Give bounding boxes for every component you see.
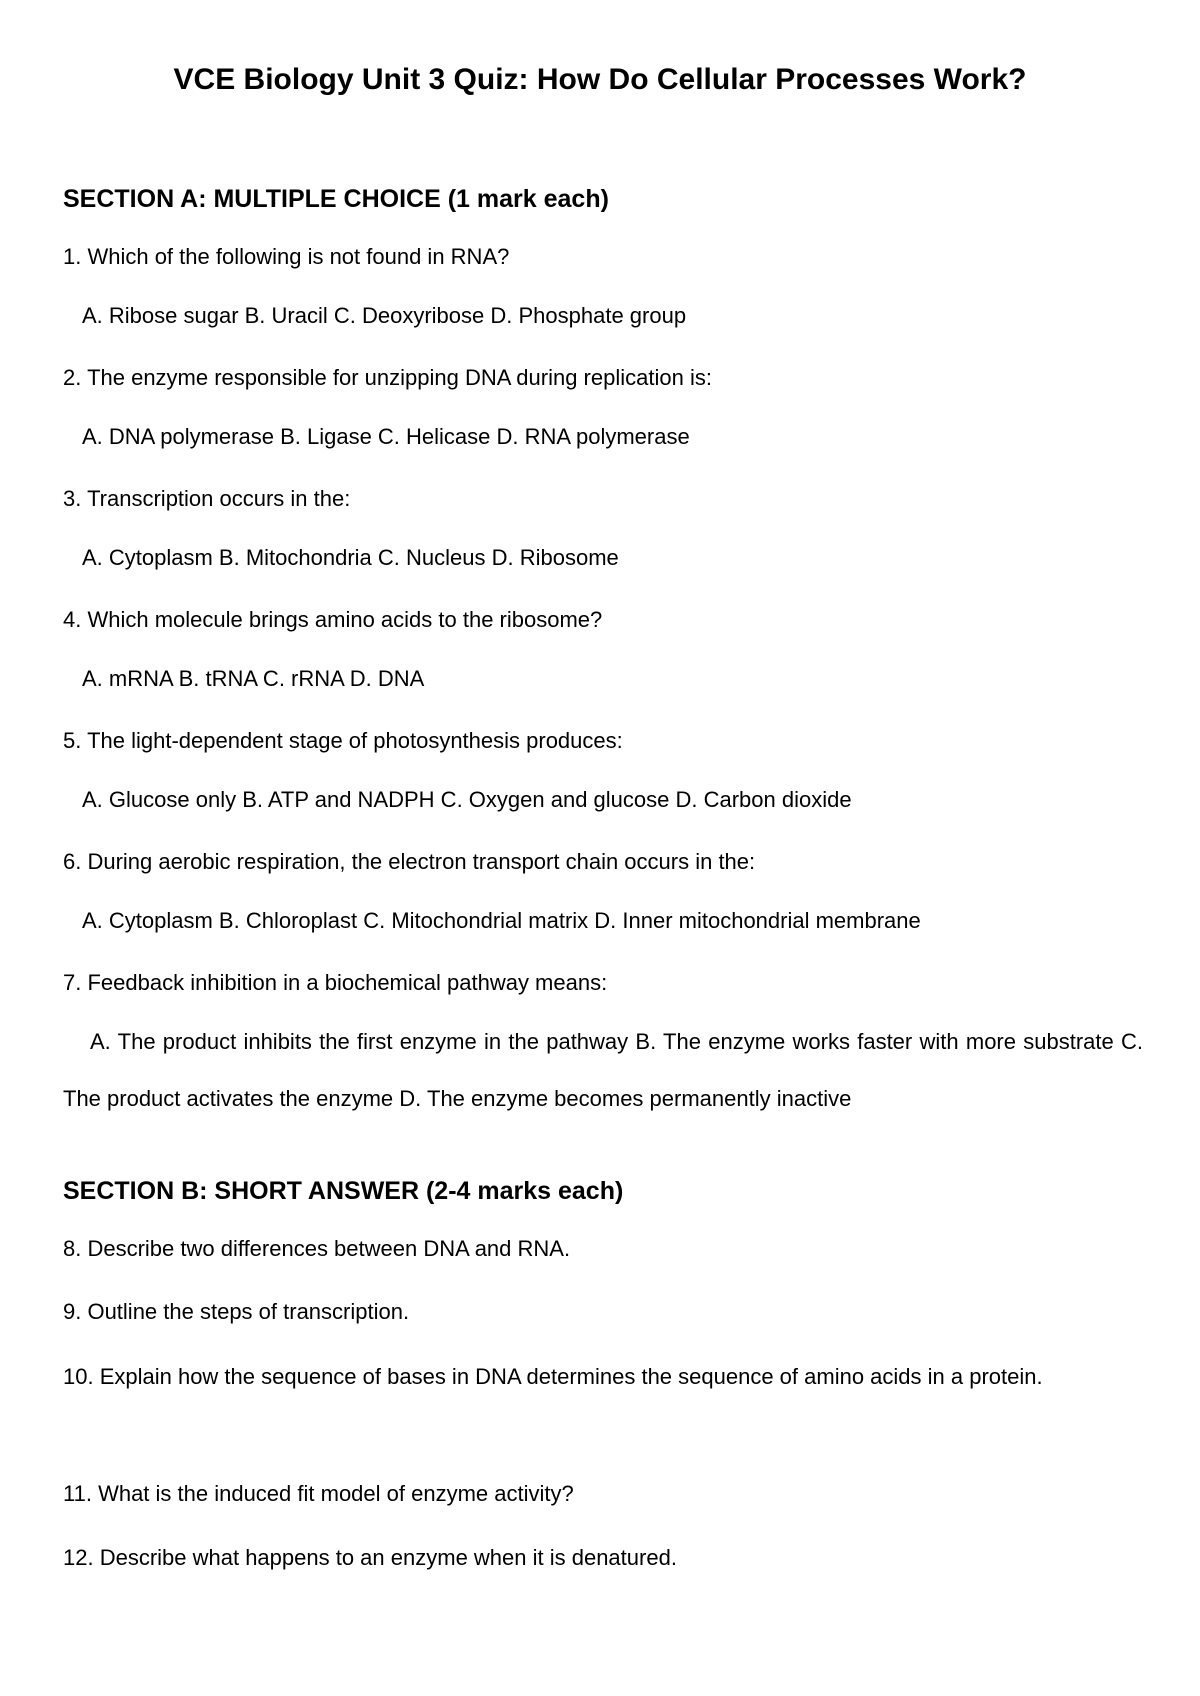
question-1-options: A. Ribose sugar B. Uracil C. Deoxyribose D. Phosphate group — [82, 303, 687, 328]
question-3-options: A. Cytoplasm B. Mitochondria C. Nucleus D. Ribosome — [82, 545, 619, 570]
question-9: 9. Outline the steps of transcription. — [63, 1299, 410, 1324]
question-7-options: A. The product inhibits the first enzyme in the pathway B. The enzyme works faster with more substrate C. The product activates the enzyme D. The enzyme becomes permanently inactive — [63, 1029, 1143, 1111]
question-5-options: A. Glucose only B. ATP and NADPH C. Oxygen and glucose D. Carbon dioxide — [82, 787, 852, 812]
page-title: VCE Biology Unit 3 Quiz: How Do Cellular Processes Work? — [173, 63, 1027, 96]
question-6-options: A. Cytoplasm B. Chloroplast C. Mitochondrial matrix D. Inner mitochondrial membrane — [82, 908, 921, 933]
question-3: 3. Transcription occurs in the: — [63, 486, 351, 511]
question-11: 11. What is the induced fit model of enzyme activity? — [63, 1481, 574, 1506]
section-a-heading: SECTION A: MULTIPLE CHOICE (1 mark each) — [63, 185, 609, 213]
question-2-options: A. DNA polymerase B. Ligase C. Helicase D. RNA polymerase — [82, 424, 690, 449]
question-1: 1. Which of the following is not found in RNA? — [63, 244, 510, 269]
question-2: 2. The enzyme responsible for unzipping DNA during replication is: — [63, 365, 712, 390]
question-4-options: A. mRNA B. tRNA C. rRNA D. DNA — [82, 666, 425, 691]
question-6: 6. During aerobic respiration, the electron transport chain occurs in the: — [63, 849, 756, 874]
question-5: 5. The light-dependent stage of photosynthesis produces: — [63, 728, 623, 753]
question-10: 10. Explain how the sequence of bases in DNA determines the sequence of amino acids in a protein. — [63, 1364, 1043, 1389]
question-8: 8. Describe two differences between DNA and RNA. — [63, 1236, 571, 1261]
question-12: 12. Describe what happens to an enzyme when it is denatured. — [63, 1545, 677, 1570]
section-b-heading: SECTION B: SHORT ANSWER (2-4 marks each) — [63, 1177, 624, 1205]
question-7: 7. Feedback inhibition in a biochemical pathway means: — [63, 970, 608, 995]
question-4: 4. Which molecule brings amino acids to the ribosome? — [63, 607, 603, 632]
